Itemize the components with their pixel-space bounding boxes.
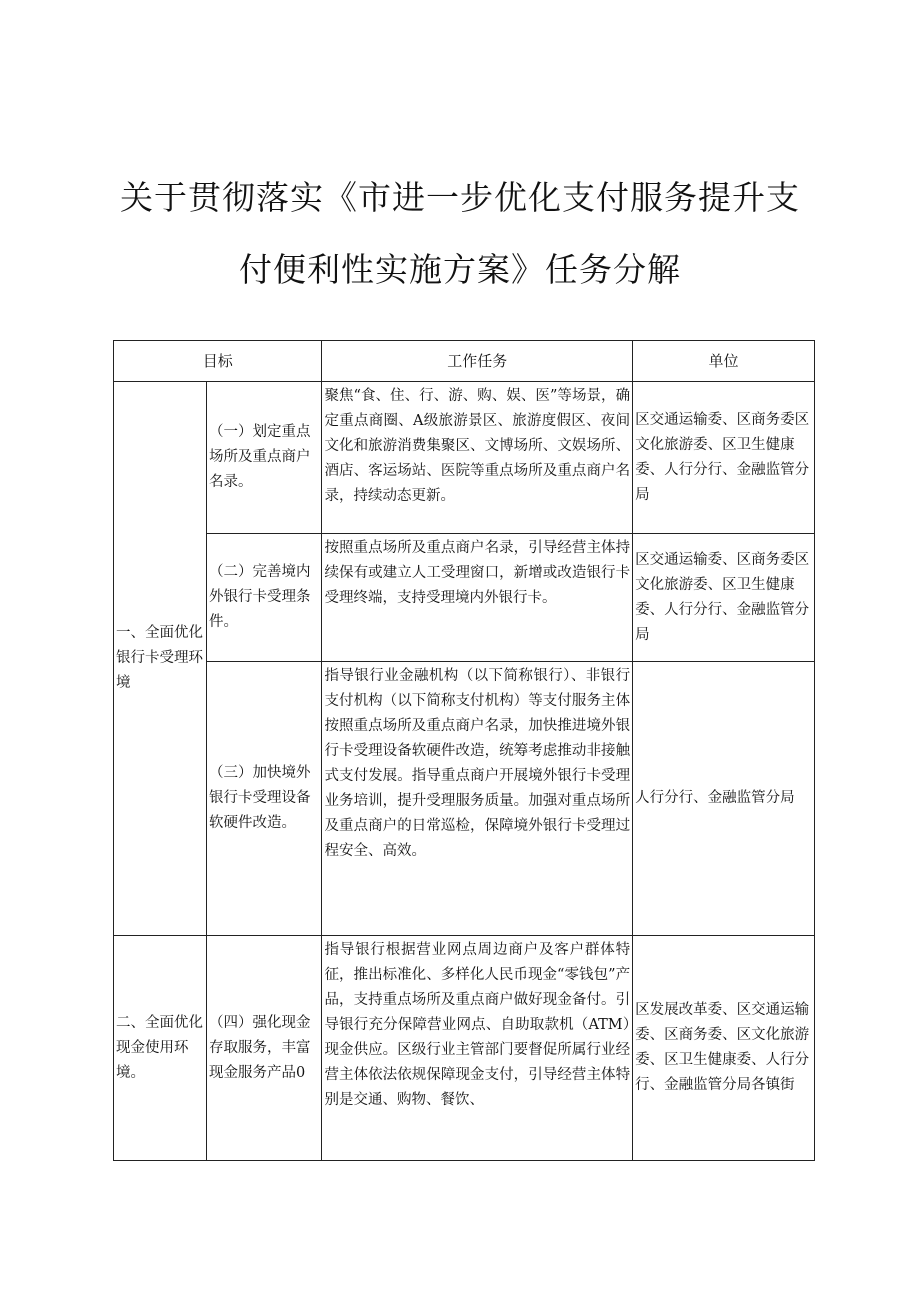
- header-task: 工作任务: [322, 341, 633, 382]
- unit-cell: 区交通运输委、区商务委区文化旅游委、区卫生健康委、人行分行、金融监管分局: [633, 534, 815, 662]
- subgoal-cell: （一）划定重点场所及重点商户名录。: [206, 382, 321, 534]
- unit-cell: 人行分行、金融监管分局: [633, 662, 815, 936]
- unit-cell: 区交通运输委、区商务委区文化旅游委、区卫生健康委、人行分行、金融监管分局: [633, 382, 815, 534]
- unit-cell: 区发展改革委、区交通运输委、区商务委、区文化旅游委、区卫生健康委、人行分行、金融监管分局各镇街: [633, 936, 815, 1161]
- goal-cell: 一、全面优化银行卡受理环境: [114, 382, 207, 936]
- goal-cell: 二、全面优化现金使用环境。: [114, 936, 207, 1161]
- table-row: [114, 936, 815, 1161]
- table-header-row: [114, 341, 815, 382]
- task-cell: 聚焦“食、住、行、游、购、娱、医”等场景，确定重点商圈、A级旅游景区、旅游度假区、夜间文化和旅游消费集聚区、文博场所、文娱场所、酒店、客运场站、医院等重点场所及重点商户名录，持续动态更新。: [322, 382, 633, 534]
- header-goal: 目标: [114, 341, 322, 382]
- table-row: [114, 662, 815, 936]
- subgoal-cell: （二）完善境内外银行卡受理条件。: [206, 534, 321, 662]
- task-cell: 按照重点场所及重点商户名录，引导经营主体持续保有或建立人工受理窗口，新增或改造银行卡受理终端，支持受理境内外银行卡。: [322, 534, 633, 662]
- document-title-line-2: 付便利性实施方案》任务分解: [239, 250, 681, 289]
- header-unit: 单位: [633, 341, 815, 382]
- subgoal-cell: （三）加快境外银行卡受理设备软硬件改造。: [206, 662, 321, 936]
- task-cell: 指导银行根据营业网点周边商户及客户群体特征，推出标准化、多样化人民币现金“零钱包”产品，支持重点场所及重点商户做好现金备付。引导银行充分保障营业网点、自助取款机（ATM）现金供应。区级行业主管部门要督促所属行业经营主体依法依规保障现金支付，引导经营主体特别是交通、购物、餐饮、: [322, 936, 633, 1161]
- task-table: [113, 340, 815, 1161]
- task-cell: 指导银行业金融机构（以下简称银行）、非银行支付机构（以下简称支付机构）等支付服务主体按照重点场所及重点商户名录，加快推进境外银行卡受理设备软硬件改造，统筹考虑推动非接触式支付发展。指导重点商户开展境外银行卡受理业务培训，提升受理服务质量。加强对重点场所及重点商户的日常巡检，保障境外银行卡受理过程安全、高效。: [322, 662, 633, 936]
- table-row: [114, 382, 815, 534]
- subgoal-cell: （四）强化现金存取服务，丰富现金服务产品0: [206, 936, 321, 1161]
- document-title-line-1: 关于贯彻落实《市进一步优化支付服务提升支: [120, 178, 800, 217]
- table-row: [114, 534, 815, 662]
